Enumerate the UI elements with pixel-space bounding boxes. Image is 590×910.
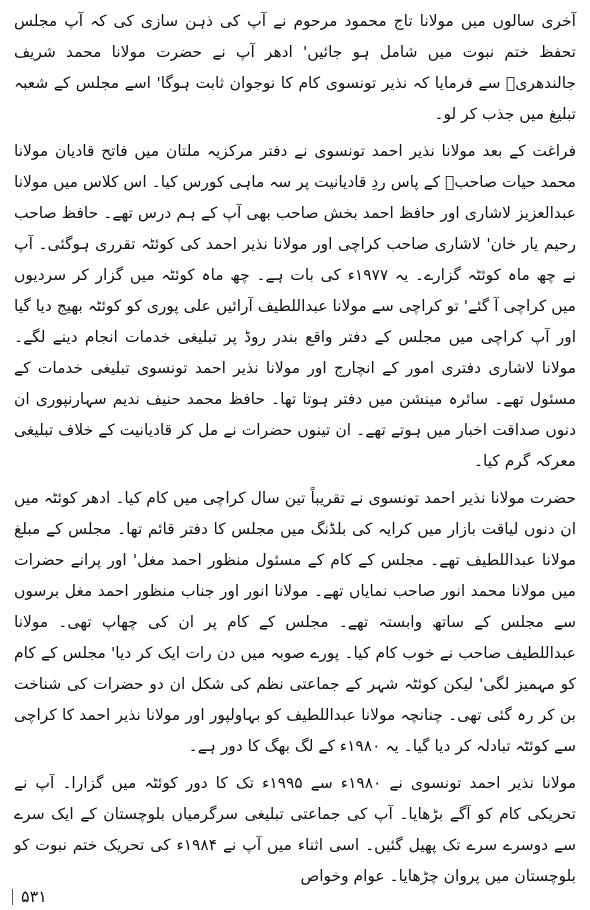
- paragraph-1: آخری سالوں میں مولانا تاج محمود مرحوم نے آپ کی ذہن سازی کی کہ آپ مجلس تحفظ ختم نبوت میں شامل ہو جائیں' ادھر آپ نے حضرت مولانا محمد شریف جالندھریؒ سے فرمایا کہ نذیر تونسوی کام کا نوجوان ثابت ہوگا' اسے مجلس کے شعبہ تبلیغ میں جذب کر لو۔: [14, 12, 576, 123]
- paragraph-4: مولانا نذیر احمد تونسوی نے ۱۹۸۰ء سے ۱۹۹۵ء تک کا دور کوئٹہ میں گزارا۔ آپ نے تحریکی کام کو آگے بڑھایا۔ آپ کی جماعتی تبلیغی سرگرمیاں بلوچستان کے ایک سرے سے دوسرے سرے تک پھیل گئیں۔ اسی اثناء میں آپ نے ۱۹۸۴ء کی تحریک ختم نبوت کو بلوچستان میں پروان چڑھایا۔ عوام وخواص: [14, 774, 577, 885]
- page-number-area: [12, 887, 47, 906]
- page-number-divider: [12, 889, 13, 905]
- body-text: [14, 6, 576, 892]
- paragraph-2: فراغت کے بعد مولانا نذیر احمد تونسوی نے دفتر مرکزیہ ملتان میں فاتح قادیان مولانا محمد حیات صاحبؒ کے پاس ردِ قادیانیت پر سہ ماہی کورس کیا۔ اس کلاس میں مولانا عبدالعزیز لاشاری اور حافظ احمد بخش صاحب بھی آپ کے ہم درس تھے۔ حافظ صاحب رحیم یار خان' لاشاری صاحب کراچی اور مولانا نذیر احمد کی کوئٹہ تقرری ہوگئی۔ آپ نے چھ ماہ کوئٹہ گزارے۔ یہ ۱۹۷۷ء کی بات ہے۔ چھ ماہ کوئٹہ میں گزار کر سردیوں میں کراچی آ گئے' تو کراچی سے مولانا عبداللطیف آرائیں علی پوری کو کوئٹہ بھیج دیا گیا اور آپ کراچی میں مجلس کے دفتر واقع بندر روڈ پر تبلیغی خدمات انجام دینے لگے۔ مولانا لاشاری دفتری امور کے انچارج اور مولانا نذیر احمد تونسوی تبلیغی خدمات کے مسئول تھے۔ سائرہ مینشن میں دفتر ہوتا تھا۔ حافظ محمد حنیف ندیم سہارنپوری ان دنوں صداقت اخبار میں ہوتے تھے۔ ان تینوں حضرات نے مل کر قادیانیت کے خلاف تبلیغی معرکہ گرم کیا۔: [14, 142, 576, 470]
- paragraph-3: حضرت مولانا نذیر احمد تونسوی نے تقریباً تین سال کراچی میں کام کیا۔ ادھر کوئٹہ میں ان دنوں لیاقت بازار میں کرایہ کی بلڈنگ میں مجلس کا دفتر قائم تھا۔ مجلس کے مبلغ مولانا عبداللطیف تھے۔ مجلس کے کام کے مسئول منظور احمد مغل' اور پرانے حضرات میں مولانا محمد انور صاحب نمایاں تھے۔ مولانا انور اور جناب منظور احمد مغل برسوں سے مجلس کے ساتھ وابستہ تھے۔ مجلس کے کام پر ان کی چھاپ تھی۔ مولانا عبداللطیف صاحب نے خوب کام کیا۔ پورے صوبہ میں دن رات ایک کر دیا' مجلس کے کام کو مہمیز لگی' لیکن کوئٹہ شہر کے جماعتی نظم کی شکل ان دو حضرات کی شناخت بن کر رہ گئی تھی۔ چنانچہ مولانا عبداللطیف کو بہاولپور اور مولانا نذیر احمد کا کراچی سے کوئٹہ تبادلہ کر دیا گیا۔ یہ ۱۹۸۰ء کے لگ بھگ کا دور ہے۔: [14, 489, 576, 755]
- page-number: ۵۳۱: [21, 887, 47, 906]
